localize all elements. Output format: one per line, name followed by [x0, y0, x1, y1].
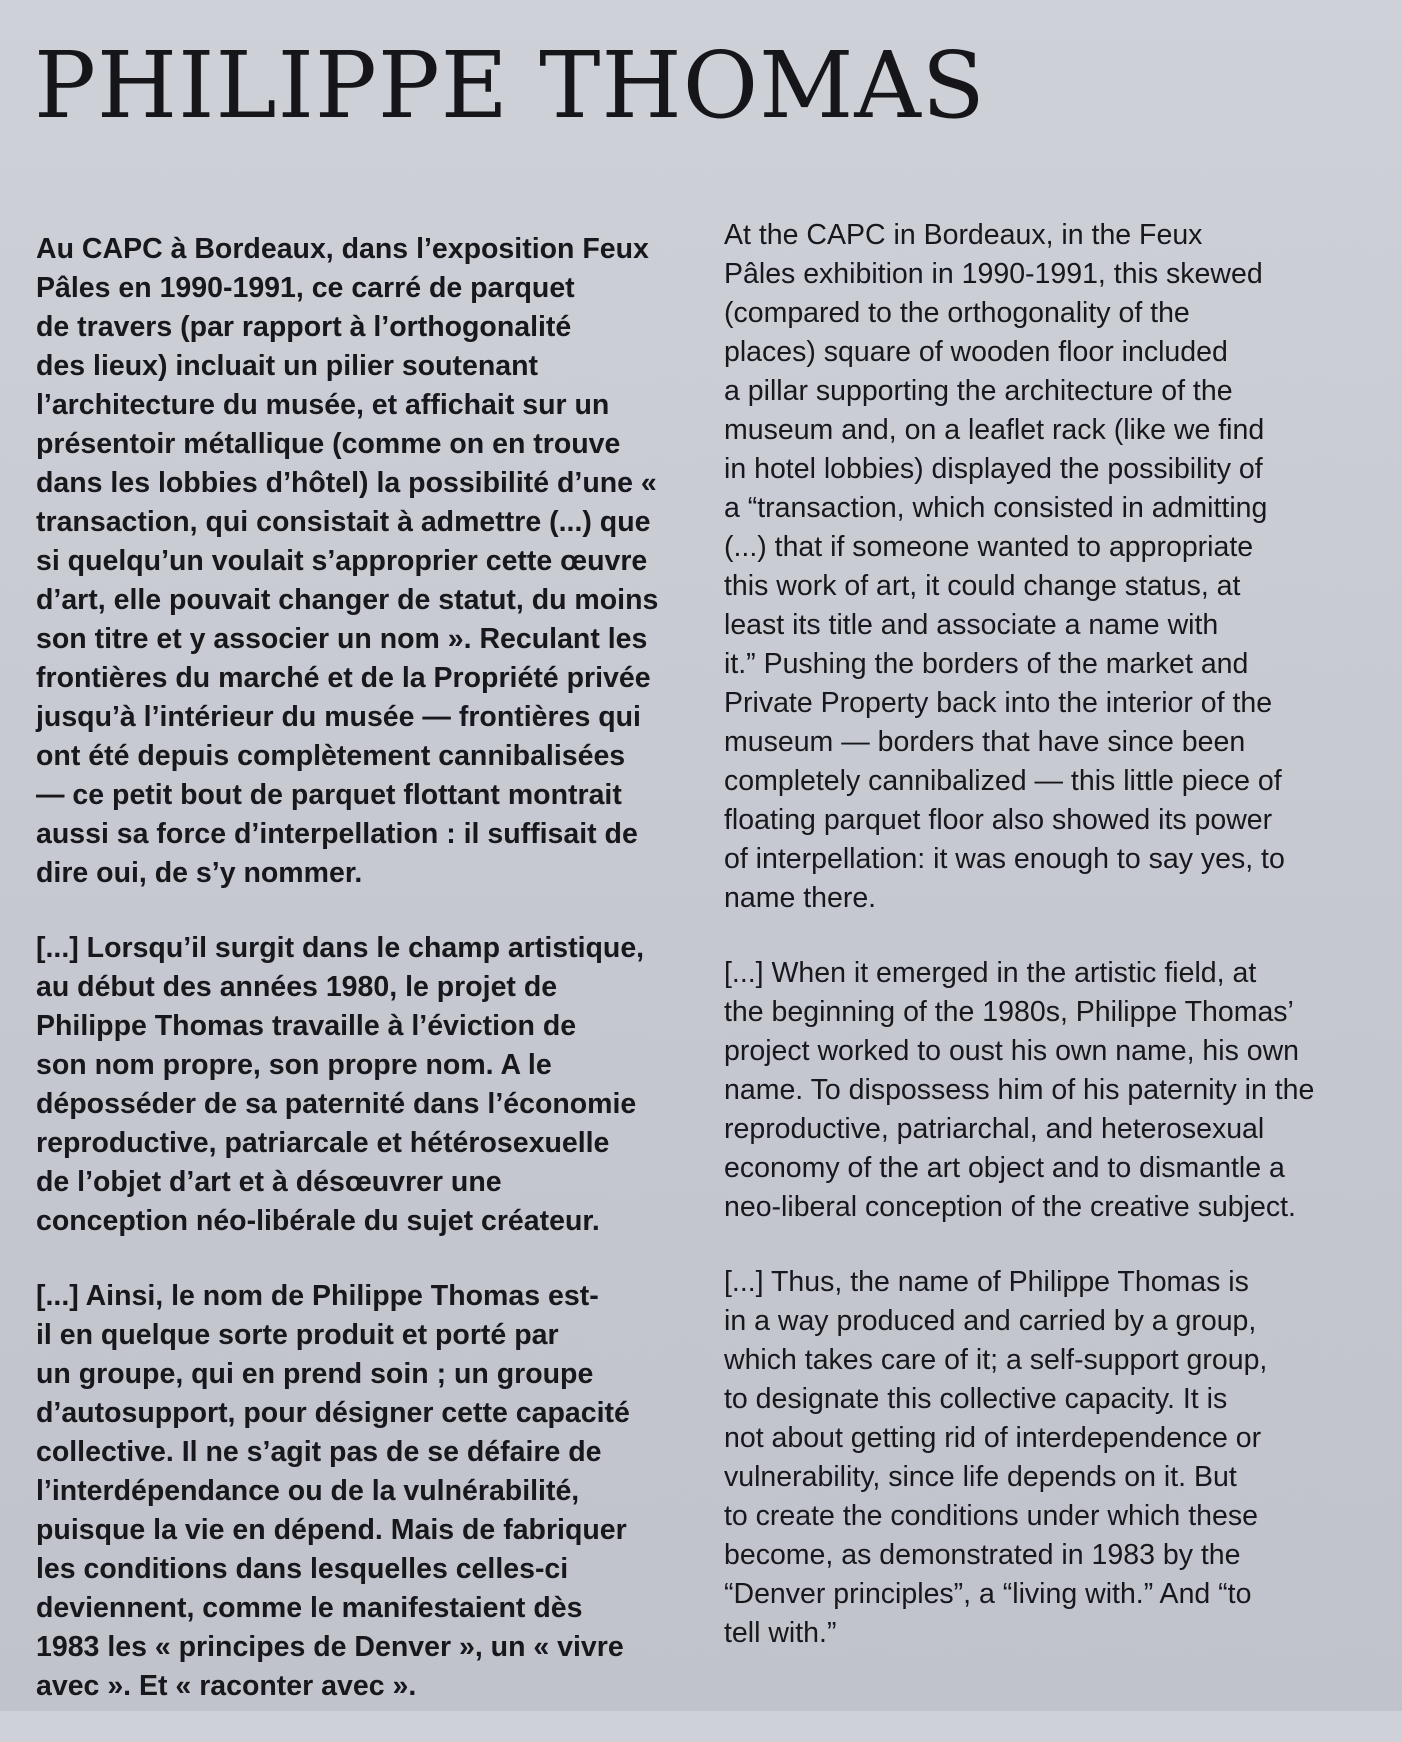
- english-text-column: [724, 216, 1392, 1689]
- english-paragraph-2: [...] When it emerged in the artistic field, at the beginning of the 1980s, Philippe Thomas’ project worked to oust his own name, his own name. To dispossess him of his paternity in the reproductive, patriarchal, and heterosexual economy of the art object and to dismantle a neo-liberal conception of the creative subject.: [724, 957, 1315, 1223]
- french-text-column: [36, 230, 696, 1742]
- french-paragraph-2: [...] Lorsqu’il surgit dans le champ artistique, au début des années 1980, le projet de Philippe Thomas travaille à l’éviction de son nom propre, son propre nom. A le déposséder de sa paternité dans l’économie reproductive, patriarcale et hétérosexuelle de l’objet d’art et à désœuvrer une conception néo-libérale du sujet créateur.: [36, 932, 645, 1237]
- french-paragraph-3: [...] Ainsi, le nom de Philippe Thomas est- il en quelque sorte produit et porté par un groupe, qui en prend soin ; un groupe d’autosupport, pour désigner cette capacité collective. Il ne s’agit pas de se défaire de l’interdépendance ou de la vulnérabilité, puisque la vie en dépend. Mais de fabriquer les conditions dans lesquelles celles-ci deviennent, comme le manifestaient dès 1983 les « principes de Denver », un « vivre avec ». Et « raconter avec ».: [36, 1280, 630, 1702]
- english-paragraph-3: [...] Thus, the name of Philippe Thomas is in a way produced and carried by a group, which takes care of it; a self-support group, to designate this collective capacity. It is not about getting rid of interdependence or vulnerability, since life depends on it. But to create the conditions under which these become, as demonstrated in 1983 by the “Denver principles”, a “living with.” And “to tell with.”: [724, 1266, 1268, 1649]
- page-title: PHILIPPE THOMAS: [34, 32, 986, 139]
- french-paragraph-1: Au CAPC à Bordeaux, dans l’exposition Feux Pâles en 1990-1991, ce carré de parquet de travers (par rapport à l’orthogonalité des lieux) incluait un pilier soutenant l’architecture du musée, et affichait sur un présentoir métallique (comme on en trouve dans les lobbies d’hôtel) la possibilité d’une « transaction, qui consistait à admettre (...) que si quelqu’un voulait s’approprier cette œuvre d’art, elle pouvait changer de statut, du moins son titre et y associer un nom ». Reculant les frontières du marché et de la Propriété privée jusqu’à l’intérieur du musée — frontières qui ont été depuis complètement cannibalisées — ce petit bout de parquet flottant montrait aussi sa force d’interpellation : il suffisait de dire oui, de s’y nommer.: [36, 233, 659, 889]
- english-paragraph-1: At the CAPC in Bordeaux, in the Feux Pâles exhibition in 1990-1991, this skewed (compared to the orthogonality of the places) square of wooden floor included a pillar supporting the architecture of the museum and, on a leaflet rack (like we find in hotel lobbies) displayed the possibility of a “transaction, which consisted in admitting (...) that if someone wanted to appropriate this work of art, it could change status, at least its title and associate a name with it.” Pushing the borders of the market and Private Property back into the interior of the museum — borders that have since been completely cannibalized — this little piece of floating parquet floor also showed its power of interpellation: it was enough to say yes, to name there.: [724, 219, 1285, 914]
